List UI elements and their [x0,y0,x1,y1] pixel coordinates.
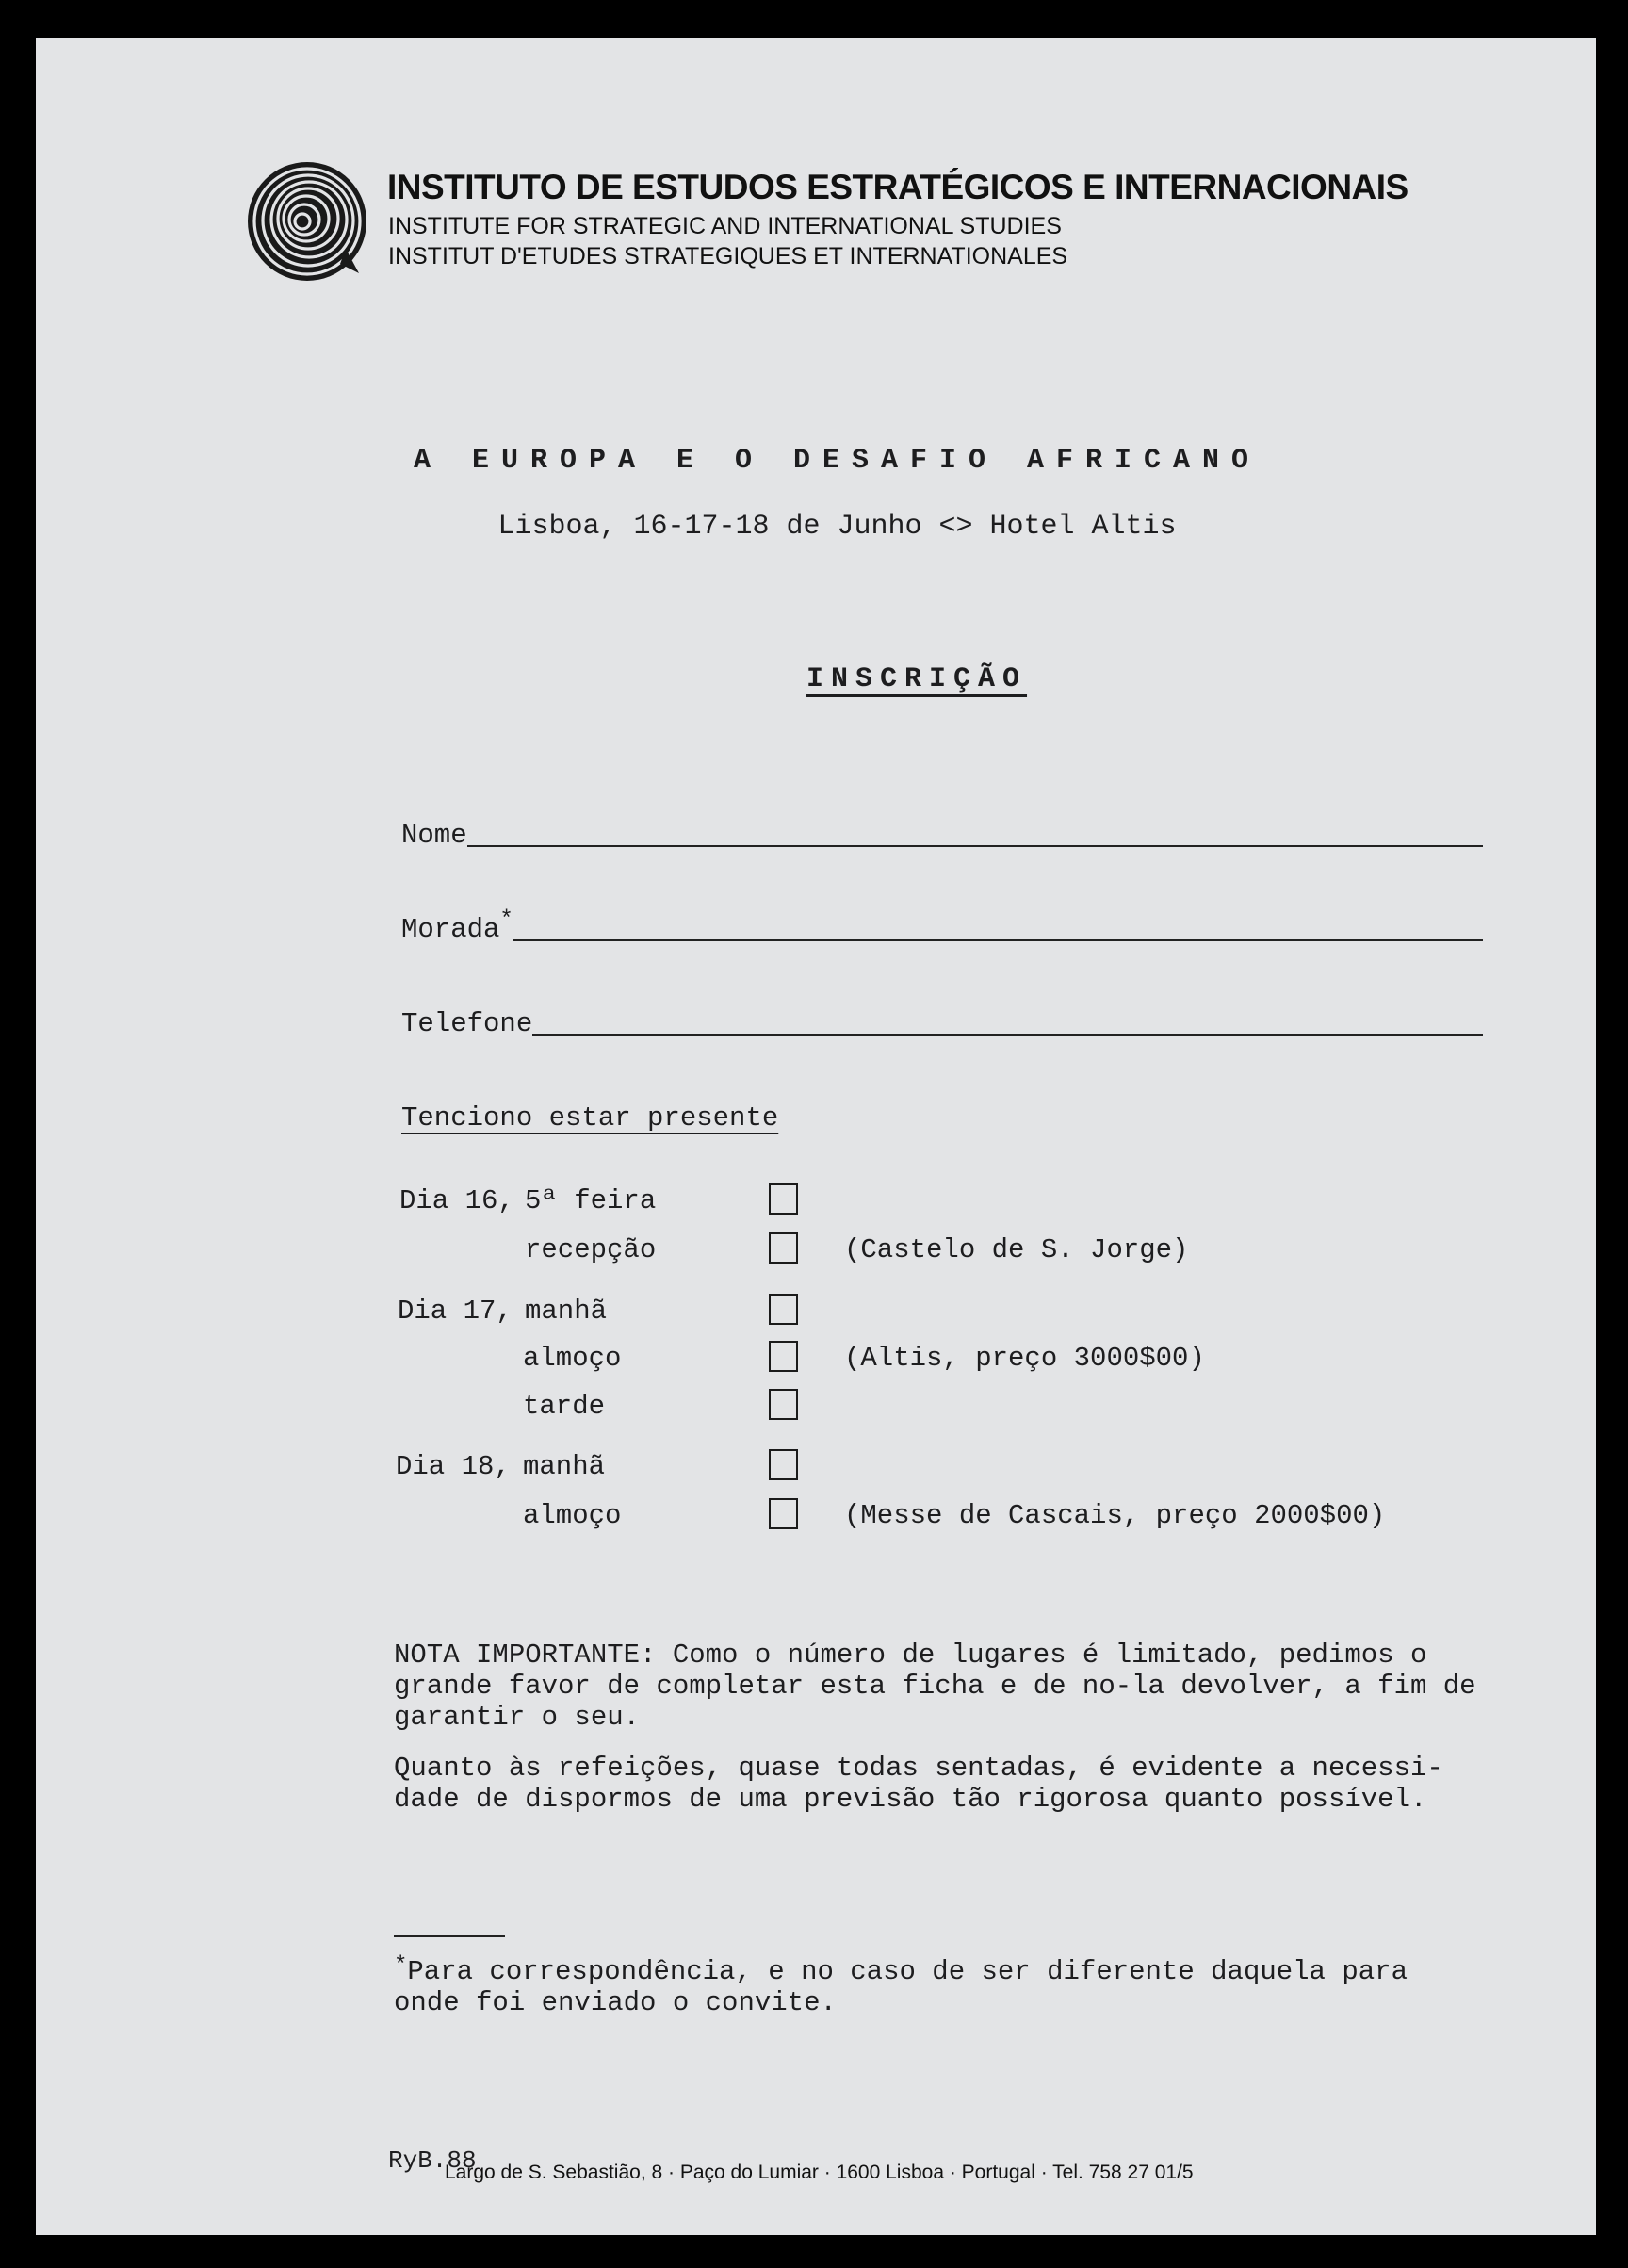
checkbox-day18-lunch[interactable] [769,1498,798,1529]
address-field[interactable] [401,907,1483,945]
schedule-day-18: Dia 18, [396,1451,511,1482]
schedule-session: almoço [523,1343,622,1374]
conference-subtitle: Lisboa, 16-17-18 de Junho <> Hotel Altis [497,511,1177,543]
form-title: INSCRIÇÃO [806,663,1028,695]
schedule-session: 5ª feira [525,1185,657,1216]
schedule-session: manhã [525,1296,608,1327]
address-input-line[interactable] [513,938,1483,941]
form-sheet [36,38,1596,2235]
schedule-note: (Castelo de S. Jorge) [844,1234,1189,1265]
checkbox-day17-lunch[interactable] [769,1341,798,1372]
schedule-note: (Messe de Cascais, preço 2000$00) [844,1500,1386,1531]
phone-input-line[interactable] [532,1032,1483,1036]
footnote: *Para correspondência, e no caso de ser diferente daquela para onde foi enviado o convite. [394,1953,1408,2018]
phone-label: Telefone [401,1008,533,1039]
conference-title: A EUROPA E O DESAFIO AFRICANO [413,445,1262,477]
document-code: RyB.88 [388,2146,477,2175]
checkbox-day16-reception[interactable] [769,1232,798,1264]
schedule-session: recepção [525,1234,657,1265]
asterisk-marker: * [499,907,513,933]
institute-name-en: INSTITUTE FOR STRATEGIC AND INTERNATIONAL STUDIES [388,213,1062,239]
footer-address: Largo de S. Sebastião, 8 · Paço do Lumiar · 1600 Lisboa · Portugal · Tel. 758 27 01/5 [445,2162,1194,2183]
footnote-marker: * [394,1953,408,1979]
checkbox-day17-afternoon[interactable] [769,1389,798,1420]
checkbox-day18-morning[interactable] [769,1449,798,1480]
institute-name-fr: INSTITUT D'ETUDES STRATEGIQUES ET INTERNATIONALES [388,243,1068,269]
name-input-line[interactable] [467,843,1483,847]
schedule-session: almoço [523,1500,622,1531]
schedule-day-17: Dia 17, [398,1296,513,1327]
checkbox-day16-thursday[interactable] [769,1183,798,1215]
footnote-rule [394,1935,505,1937]
schedule-day-16: Dia 16, [399,1185,514,1216]
name-label: Nome [401,820,467,851]
checkbox-day17-morning[interactable] [769,1294,798,1325]
institute-name-pt: INSTITUTO DE ESTUDOS ESTRATÉGICOS E INTERNACIONAIS [387,168,1408,206]
important-note: NOTA IMPORTANTE: Como o número de lugares é limitado, pedimos o grande favor de completar esta ficha e de no-la devolver, a fim de garantir o seu. [394,1640,1476,1733]
phone-field[interactable] [401,1008,1483,1039]
spiral-logo-icon [246,160,368,283]
schedule-session: tarde [523,1391,606,1422]
address-label: Morada* [401,907,513,945]
presence-heading: Tenciono estar presente [401,1102,779,1134]
name-field[interactable] [401,820,1483,851]
meals-note: Quanto às refeições, quase todas sentadas, é evidente a necessi- dade de dispormos de uma previsão tão rigorosa quanto possível. [394,1753,1443,1815]
schedule-note: (Altis, preço 3000$00) [844,1343,1205,1374]
schedule-session: manhã [523,1451,606,1482]
